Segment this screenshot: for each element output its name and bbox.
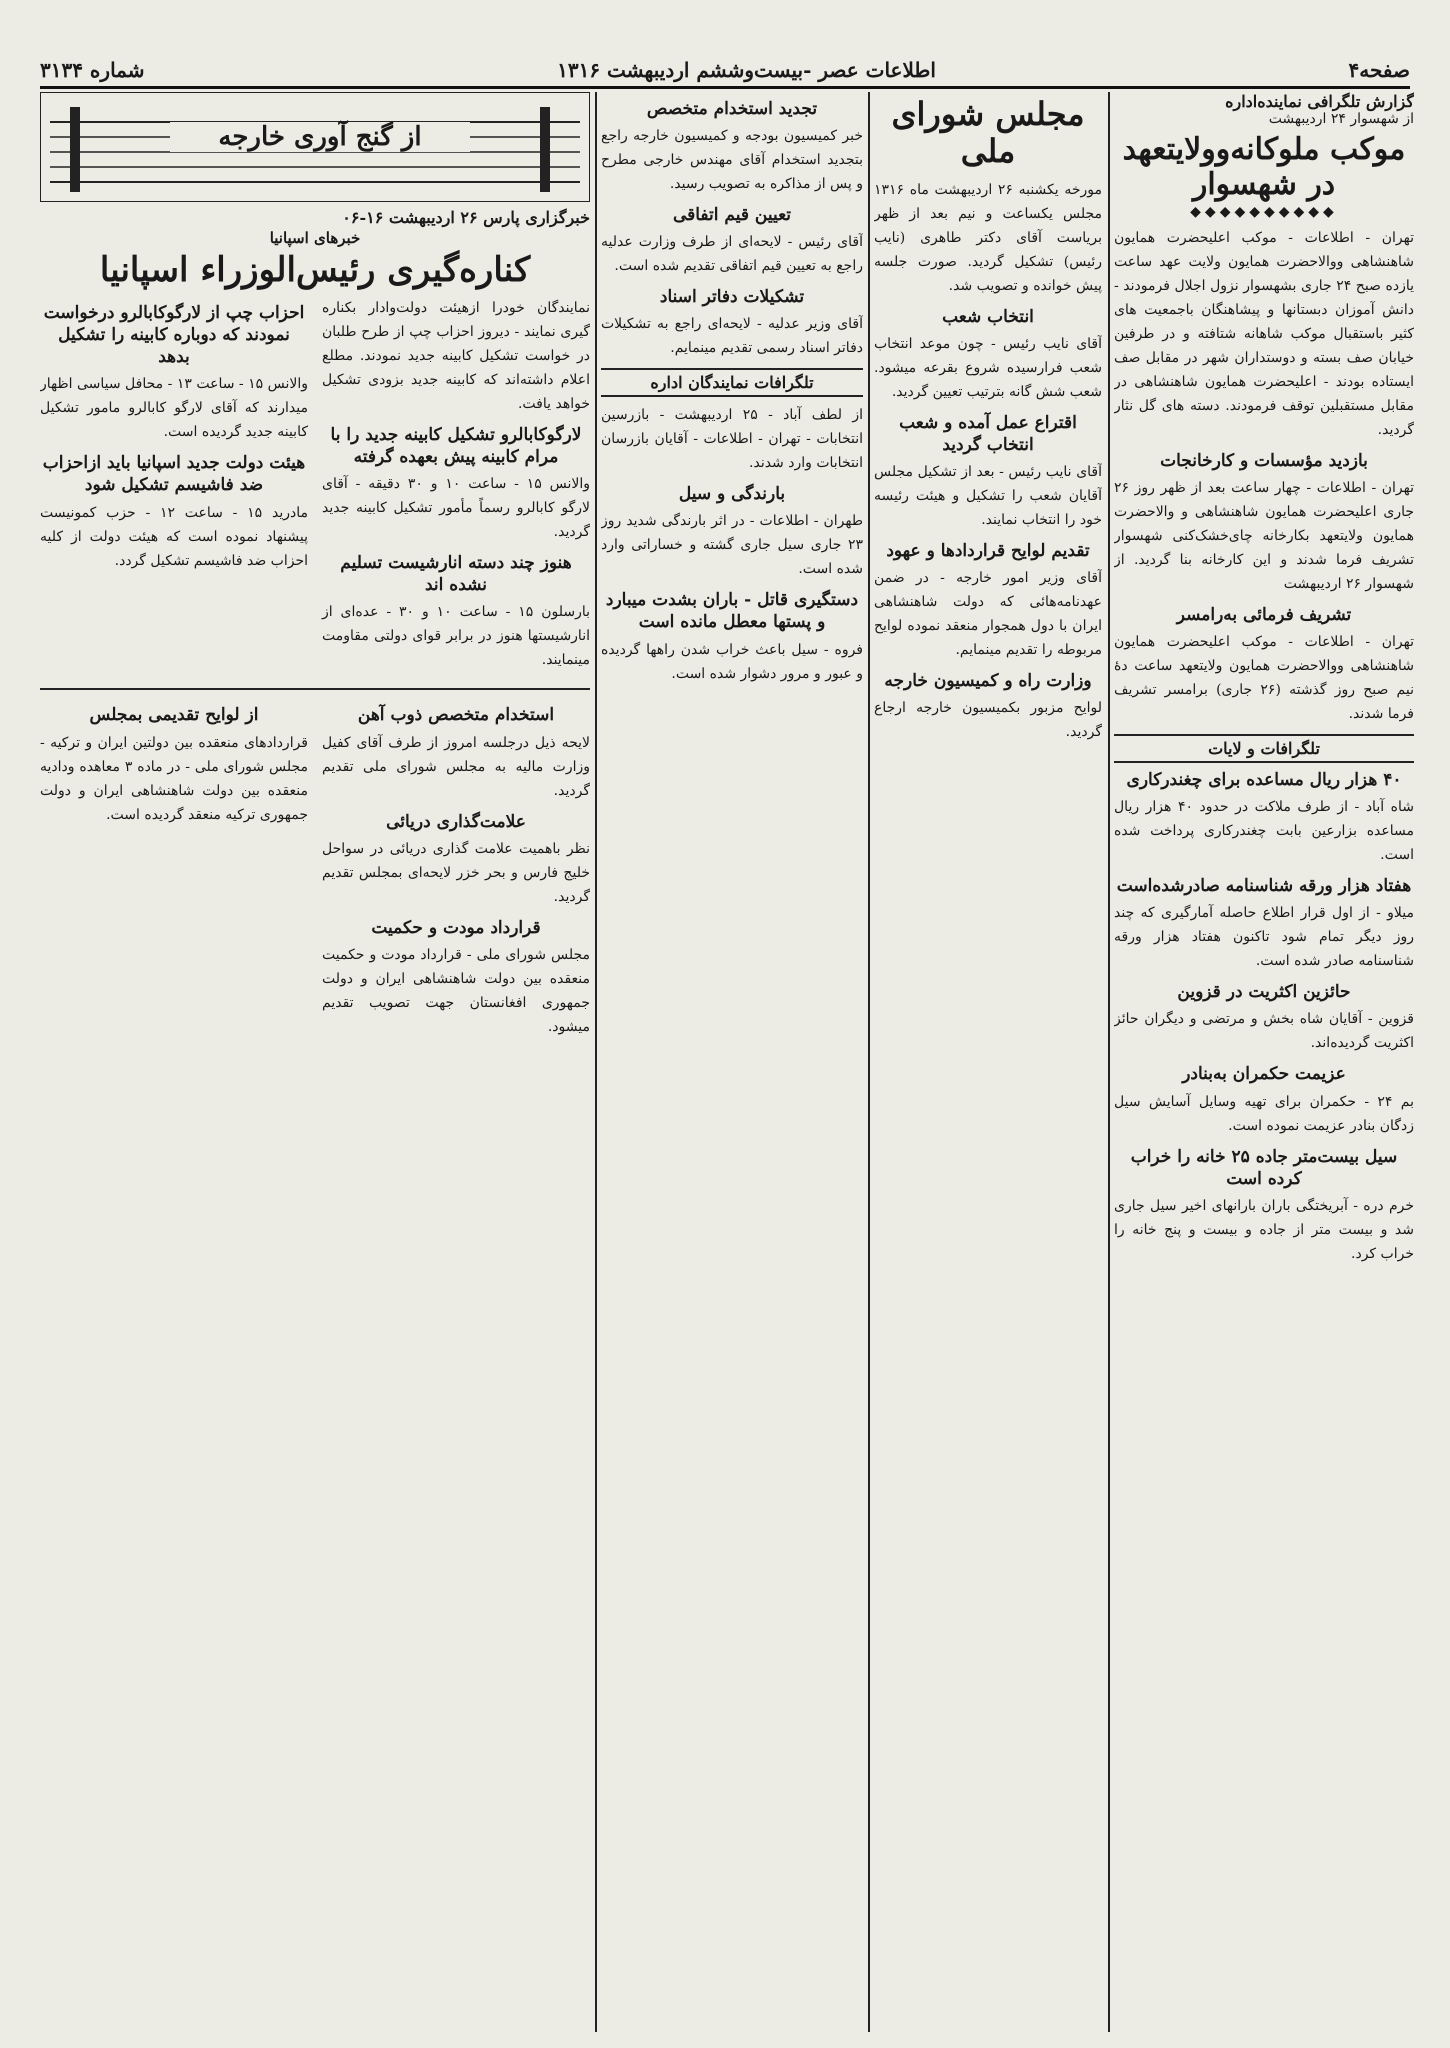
article-text: آقای نایب رئیس - بعد از تشکیل مجلس آقایان شعب را تشکیل و هیئت رئیسه خود را انتخاب نمایند. [874, 463, 1102, 528]
article-heading: استخدام متخصص ذوب آهن [357, 705, 555, 726]
article-text: تهران - اطلاعات - موکب اعلیحضرت همایون شاهنشاهی ووالاحضرت همایون ولایتعهد ساعت دهٔ نیم صبح روز گذشته (۲۶ جاری) برامسر تشریف فرما شدند. [1114, 634, 1414, 723]
article-text: میلاو - از اول قرار اطلاع حاصله آمارگیری که چند روز دیگر تمام شود تاکنون هفتاد هزار ورقه شناسنامه صادر شده است. [1114, 905, 1414, 970]
article-text: آقای رئیس - لایحه‌ای از طرف وزارت عدلیه راجع به تعیین قیم اتفاقی تقدیم شده است. [601, 234, 863, 275]
article-heading: عزیمت حکمران به‌بنادر [1182, 1064, 1346, 1085]
article-heading: اقتراع عمل آمده و شعب انتخاب گردید [899, 412, 1077, 455]
date-line: اطلاعات عصر -بیست‌وششم اردیبهشت ۱۳۱۶ [557, 58, 936, 82]
article-heading: علامت‌گذاری دریائی [386, 811, 526, 832]
column-mid-right [874, 92, 1102, 2032]
article-heading: هیئت دولت جدید اسپانیا باید ازاحزاب ضد فاشیسم تشکیل شود [42, 453, 306, 496]
article-heading: سیل بیست‌متر جاده ۲۵ خانه را خراب کرده است [1130, 1146, 1398, 1189]
page-label: صفحه۴ [1348, 58, 1410, 82]
headline: کناره‌گیری رئیس‌الوزراء اسپانیا [99, 250, 531, 290]
article-text: لایحه ذیل درجلسه امروز از طرف آقای کفیل وزارت مالیه به مجلس شورای ملی تقدیم گردید. [322, 734, 590, 799]
article-heading: قرارداد مودت و حکمیت [371, 917, 541, 938]
article-heading: از لوایح تقدیمی بمجلس [89, 705, 259, 726]
article-text: شاه آباد - از طرف ملاکت در حدود ۴۰ هزار ریال مساعده بزارعین بابت چغندرکاری پرداخت شده است. [1114, 799, 1414, 864]
article-heading: احزاب چپ از لارگوکابالرو درخواست نمودند که دوباره کابینه را تشکیل بدهد [43, 303, 305, 368]
article-heading: بازدید مؤسسات و کارخانجات [1160, 451, 1368, 471]
article-text: آقای وزیر امور خارجه - در ضمن عهدنامه‌هائی که دولت شاهنشاهی ایران با دول همجوار منعقد نموده لوایح مربوطه را تقدیم مینمایم. [874, 569, 1102, 658]
article-heading: تقدیم لوایح قراردادها و عهود [886, 540, 1090, 561]
article-text: بم ۲۴ - حکمران برای تهیه وسایل آسایش سیل زدگان بنادر عزیمت نموده است. [1114, 1093, 1414, 1134]
left-subcolumns [40, 296, 590, 680]
article-heading: بارندگی و سیل [678, 484, 786, 505]
article-text: لوایح مزبور بکمیسیون خارجه ارجاع گردید. [874, 700, 1102, 741]
section-headline: مجلس شورای ملی [891, 95, 1085, 170]
column-rule [595, 92, 597, 2032]
issue-number: شماره ۳۱۳۴ [40, 58, 145, 82]
column-rule [868, 92, 870, 2032]
article-text: بارسلون ۱۵ - ساعت ۱۰ و ۳۰ - عده‌ای از انارشیستها هنوز در برابر قوای دولتی مقاومت مینمایند. [322, 604, 590, 669]
kicker: گزارش تلگرافی نماینده‌اداره [1225, 92, 1414, 111]
article-text: نمایندگان خودرا ازهیئت دولت‌وادار بکناره گیری نمایند - دیروز احزاب چپ از طرح طلبان در خواست تشکیل کابینه جدید نمودند. مطلع اعلام داشته‌اند که کابینه جدید بزودی تشکیل خواهد یافت. [322, 300, 590, 413]
column-rule [1108, 92, 1110, 2032]
article-heading: دستگیری قاتل - باران بشدت میبارد و پستها معطل مانده است [605, 590, 859, 633]
dateline: خبرگزاری پارس ۲۶ اردیبهشت ۱۶-۰۶ [342, 208, 590, 227]
article-text: فروه - سیل باعث خراب شدن راهها گردیده و عبور و مرور دشوار شده است. [601, 641, 863, 682]
banner-title: از گنج آوری خارجه [170, 122, 470, 152]
article-heading: هفتاد هزار ورقه شناسنامه صادرشده‌است [1116, 876, 1412, 897]
article-text: خرم دره - آبریختگی باران بارانهای اخیر سیل جاری شد و بیست متر از جاده و بیست و پنج خانه را خراب کرد. [1114, 1197, 1414, 1262]
article-text: مجلس شورای ملی - قرارداد مودت و حکمیت منعقده بین دولت شاهنشاهی ایران و دولت جمهوری افغانستان جهت تصویب تقدیم میشود. [322, 946, 590, 1035]
ornament: ◆◆◆◆◆◆◆◆◆◆ [1190, 204, 1338, 220]
headline: موکب ملوکانه‌وولایتعهد در شهسوار [1122, 132, 1406, 202]
article-text: والانس ۱۵ - ساعت ۱۰ و ۳۰ دقیقه - آقای لارگو کابالرو رسماً مأمور تشکیل کابینه جدید گردید. [322, 476, 590, 541]
section-title: تلگرافات نمایندگان اداره [601, 368, 863, 397]
article-heading: تعیین قیم اتفاقی [672, 205, 792, 226]
article-text: از لطف آباد - ۲۵ اردیبهشت - بازرسین انتخابات - تهران - اطلاعات - آقایان بازرسان انتخابات وارد شدند. [601, 407, 863, 472]
article-text: مورخه یکشنبه ۲۶ اردیبهشت ماه ۱۳۱۶ مجلس یکساعت و نیم بعد از ظهر بریاست آقای دکتر طاهری (نایب رئیس) تشکیل گردید. صورت جلسه پیش خوانده و تصویب شد. [874, 181, 1102, 294]
masthead [40, 58, 1410, 89]
subcolumn-right [322, 296, 590, 680]
article-heading: تجدید استخدام متخصص [646, 99, 818, 119]
article-text: خبر کمیسیون بودجه و کمیسیون خارجه راجع بتجدید استخدام آقای مهندس خارجی مطرح و پس از مذاکره به تصویب رسید. [601, 128, 863, 193]
article-heading: انتخاب شعب [942, 306, 1034, 327]
article-heading: لارگوکابالرو تشکیل کابینه جدید را با مرام کابینه پیش بعهده گرفته [330, 425, 582, 468]
column-mid-left [601, 92, 863, 2032]
left-lower-subcolumns [40, 698, 590, 1046]
subkicker: خبرهای اسپانیا [269, 229, 361, 247]
column-right [1114, 92, 1414, 2032]
article-text: والانس ۱۵ - ساعت ۱۳ - محافل سیاسی اظهار میدارند که آقای لارگو کابالرو مامور تشکیل کابینه جدید گردیده است. [40, 376, 308, 441]
article-text: نظر باهمیت علامت گذاری دریائی در سواحل خلیج فارس و بحر خزر لایحه‌ای بمجلس تقدیم گردید. [322, 840, 590, 905]
foreign-news-banner [40, 92, 590, 202]
article-text: آقای وزیر عدلیه - لایحه‌ای راجع به تشکیلات دفاتر اسناد رسمی تقدیم مینمایم. [601, 316, 863, 357]
subcolumn-left [40, 296, 308, 680]
article-heading: تشکیلات دفاتر اسناد [659, 287, 805, 308]
subcolumn-left [40, 698, 308, 1046]
article-heading: وزارت راه و کمیسیون خارجه [884, 670, 1092, 691]
subcolumn-right [322, 698, 590, 1046]
column-left [40, 92, 590, 2032]
article-heading: هنوز چند دسته انارشیست تسلیم نشده اند [340, 553, 572, 596]
article-text: قراردادهای منعقده بین دولتین ایران و ترکیه - مجلس شورای ملی - در ماده ۳ معاهده ودادیه منعقده بین دولت شاهنشاهی ایران و دولت جمهوری ترکیه منعقد گردیده است. [40, 734, 309, 823]
article-text: طهران - اطلاعات - در اثر بارندگی شدید روز ۲۳ جاری سیل جاری گشته و خساراتی وارد شده است. [601, 513, 863, 578]
article-text: آقای نایب رئیس - چون موعد انتخاب شعب فرارسیده شروع بقرعه میشود. شعب شش گانه بترتیب تعیین گردید. [874, 335, 1102, 400]
article-text: تهران - اطلاعات - چهار ساعت بعد از ظهر روز ۲۶ جاری اعلیحضرت همایون شاهنشاهی و والاحضرت همایون ولایتعهد بکارخانه چای‌خشک‌کنی شهسوار تشریف فرما شدند و این کارخانه بنا گردید. از شهسوار ۲۶ اردیبهشت [1114, 480, 1414, 593]
article-text: تهران - اطلاعات - موکب اعلیحضرت همایون شاهنشاهی ووالاحضرت همایون ولایت عهد ساعت یازده صبح ۲۴ جاری بشهسوار نزول اجلال فرمودند - دانش آموزان دبستانها و پیشاهنگان باجمعیت های کثیر باستقبال موکب شاهانه شتافته و در طرفین خیابان صف بسته و دوستداران شهر در مقابل صف ایستاده بودند - اعلیحضرت همایون شاهنشاهی در مقابل مستقبلین توقف فرمودند. دسته های گل نثار گردید. [1114, 230, 1414, 438]
section-rule [40, 688, 590, 690]
section-title: تلگرافات و لایات [1114, 734, 1414, 763]
article-heading: ۴۰ هزار ریال مساعده برای چغندرکاری [1126, 770, 1402, 791]
dateline: از شهسوار ۲۴ اردیبهشت [1268, 111, 1414, 127]
article-text: قزوین - آقایان شاه بخش و مرتضی و دیگران حائز اکثریت گردیده‌اند. [1114, 1011, 1414, 1052]
article-heading: تشریف فرمائی به‌رامسر [1176, 605, 1352, 626]
article-heading: حائزین اکثریت در قزوین [1177, 982, 1351, 1003]
article-text: مادرید ۱۵ - ساعت ۱۲ - حزب کمونیست پیشنهاد نموده است که هیئت دولت از کلیه احزاب ضد فاشیسم تشکیل گردد. [40, 504, 308, 569]
